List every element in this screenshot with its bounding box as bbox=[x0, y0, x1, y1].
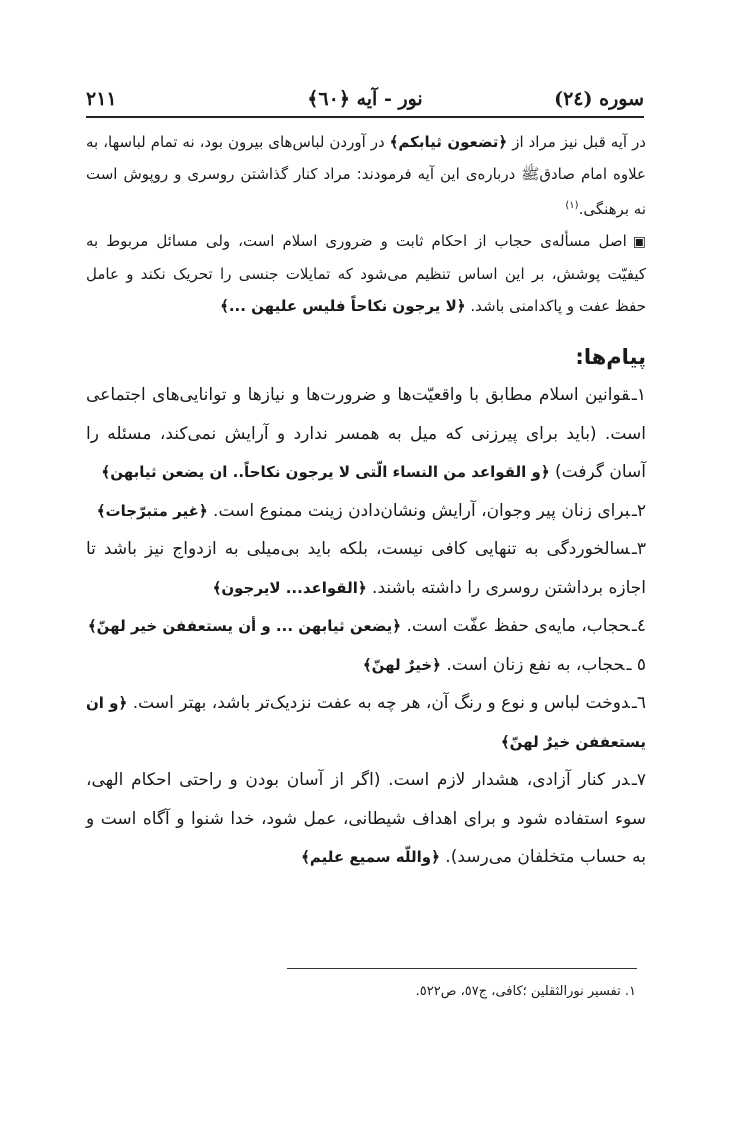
message-number: ١ـ bbox=[631, 385, 646, 405]
message-number: ٥ ـ bbox=[626, 654, 646, 675]
message-text: دوخت لباس و نوع و رنگ آن، هر چه به عفت نزدیک‌تر باشد، بهتر است. bbox=[127, 693, 630, 713]
message-number: ٦ـ bbox=[631, 693, 647, 713]
page-number: ٢١١ bbox=[86, 88, 117, 110]
salutation-glyph: ﷺ bbox=[521, 165, 540, 183]
message-text: سالخوردگی به تنهایی کافی نیست، بلکه باید بی‌میلی به ازدواج نیز باشد تا اجازه برداشتن روسری را داشته باشند. bbox=[86, 539, 646, 598]
quran-quote: ﴿لا يرجون نكاحاً فليس عليهن ...﴾ bbox=[220, 297, 466, 315]
section-title: پیام‌ها: bbox=[575, 345, 646, 369]
message-text: قوانین اسلام مطابق با واقعیّت‌ها و ضرورت‌ها و نیازها و توانایی‌های اجتماعی است. (باید برای پیرزنی که میل به همسر ندارد و آرایش نمی‌کند، مسئله را آسان گرفت) bbox=[86, 385, 646, 482]
square-bullet-icon: ▣ bbox=[632, 234, 646, 250]
chapter-label: سوره (٢٤) bbox=[554, 88, 644, 110]
message-item bbox=[86, 684, 646, 761]
running-head bbox=[86, 84, 644, 114]
message-number: ٤ـ bbox=[631, 616, 646, 636]
message-item bbox=[86, 530, 646, 607]
intro-section bbox=[86, 126, 646, 322]
message-item bbox=[86, 376, 646, 492]
intro-text: درباره‌ی این آیه فرمودند: مراد کنار گذاشتن روسری و روپوش است نه برهنگی. bbox=[86, 165, 646, 218]
intro-text: در آوردن لباس‌های بیرون بود، نه تمام لباسها، به علاوه امام صادق bbox=[86, 133, 646, 183]
quran-quote: ﴿خيرٌ لهنّ﴾ bbox=[362, 655, 441, 674]
intro-paragraph-2 bbox=[86, 225, 646, 322]
quran-quote: ﴿القواعد... لايرجون﴾ bbox=[212, 578, 367, 597]
footnote-reference[interactable]: (١) bbox=[565, 200, 579, 211]
message-number: ٣ـ bbox=[631, 539, 646, 559]
intro-text: در آیه قبل نیز مراد از bbox=[507, 133, 646, 151]
message-item bbox=[86, 607, 646, 646]
page-body bbox=[86, 126, 646, 877]
message-text: حجاب، به نفع زنان است. bbox=[440, 654, 625, 675]
quran-quote: ﴿تضعون ثيابكم﴾ bbox=[389, 133, 508, 151]
quran-quote: ﴿يضعن ثيابهن ... و أن يستعففن خير لهنّ﴾ bbox=[87, 617, 402, 635]
quran-quote: ﴿و القواعد من النساء الّتى لا يرجون نكاحاً.. ان يضعن ثيابهن﴾ bbox=[101, 463, 550, 481]
footnote: ١. تفسیر نورالثقلین ؛کافی، ج٥٧، ص٥٢٢. bbox=[415, 984, 636, 999]
verse-label: نور - آیه ﴿٦٠﴾ bbox=[307, 88, 423, 110]
message-item bbox=[86, 646, 646, 685]
messages-list bbox=[86, 376, 646, 877]
message-number: ٢ـ bbox=[631, 500, 646, 521]
intro-text: اصل مسأله‌ی حجاب از احکام ثابت و ضروری اسلام است، ولی مسائل مربوط به کیفیّت پوشش، بر این اساس تنظیم می‌شود که تمایلات جنسی را تحریک نکند و عامل حفظ عفت و پاکدامنی باشد. bbox=[86, 232, 646, 315]
header-rule bbox=[86, 116, 644, 118]
quran-quote: ﴿و ان يستعففن خيرٌ لهنّ﴾ bbox=[86, 694, 646, 751]
message-text: در کنار آزادی، هشدار لازم است. (اگر از آسان بودن و راحتی احکام الهی، سوء استفاده شود و برای اهداف شیطانی، عمل شود، خدا شنوا و آگاه است و به حساب متخلفان می‌رسد). bbox=[86, 770, 646, 867]
message-text: برای زنان پیر وجوان، آرایش ونشان‌دادن زینت ممنوع است. bbox=[207, 500, 630, 521]
quran-quote: ﴿واللّه سميع عليم﴾ bbox=[301, 848, 440, 866]
quran-quote: ﴿غير متبرّجات﴾ bbox=[96, 501, 208, 520]
message-item bbox=[86, 492, 646, 531]
footnote-rule bbox=[287, 968, 637, 969]
intro-paragraph-1 bbox=[86, 126, 646, 225]
message-number: ٧ـ bbox=[631, 770, 646, 790]
message-text: حجاب، مایه‌ی حفظ عفّت است. bbox=[401, 616, 630, 636]
message-item bbox=[86, 761, 646, 877]
